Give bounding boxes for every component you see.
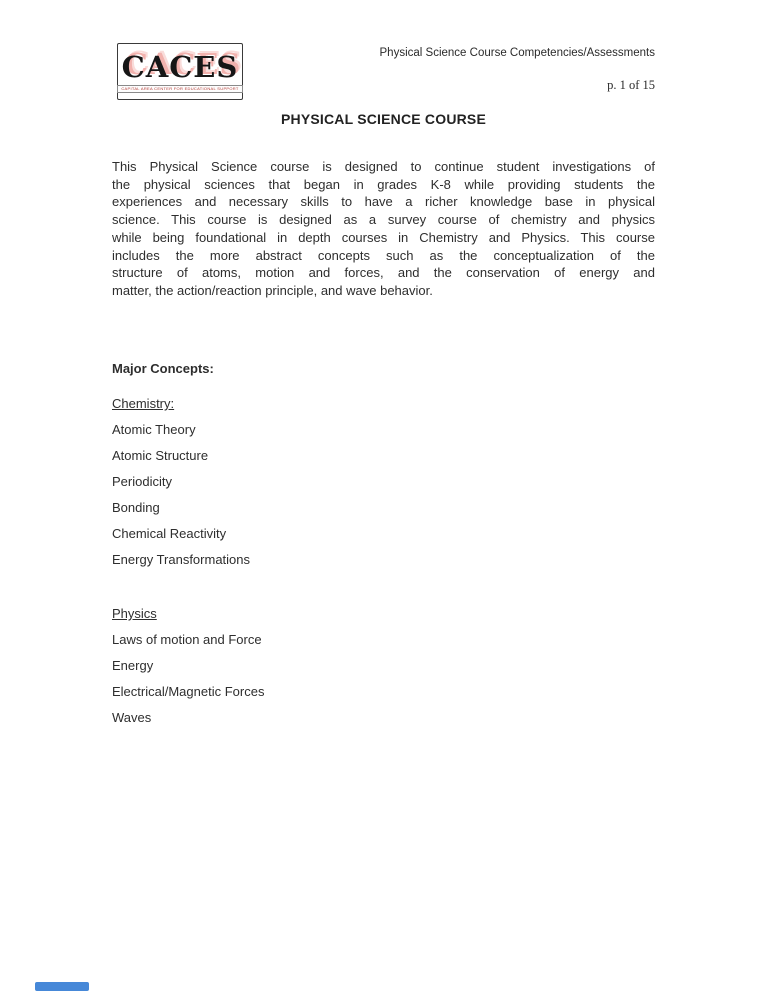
paragraph-line: This Physical Science course is designed to continue student investigations of [112,159,655,174]
chemistry-list [112,421,655,577]
physics-heading: Physics [112,606,157,621]
physics-list-item: Electrical/Magnetic Forces [112,684,265,699]
paragraph-line: the physical sciences that began in grades K-8 while providing students the [112,176,655,192]
physics-list-item: Laws of motion and Force [112,632,262,647]
paragraph-line: structure of atoms, motion and forces, and the conservation of energy and [112,265,655,281]
caces-logo-tagline: CAPITAL AREA CENTER FOR EDUCATIONAL SUPPORT [117,85,242,93]
paragraph-line: science. This course is designed as a survey course of chemistry and physics [112,212,655,228]
chemistry-list-item: Atomic Structure [112,448,209,463]
paragraph-line: experiences and necessary skills to have a richer knowledge base in physical [112,194,655,210]
page-header [380,47,655,93]
chemistry-list-item: Energy Transformations [112,552,251,567]
physics-block [112,605,655,735]
header-doc-type: Physical Science Course Competencies/Assessments [379,47,655,59]
scroll-progress-bar[interactable] [35,982,89,991]
page-number: p. 1 of 15 [607,78,655,92]
paragraph-line: includes the more abstract concepts such as the conceptualization of the [112,247,655,263]
physics-list-item: Waves [112,710,152,725]
physics-list-item: Energy [112,658,154,673]
chemistry-block [112,395,655,577]
major-concepts-section [112,360,655,735]
major-concepts-heading: Major Concepts: [112,361,214,376]
intro-paragraph [112,158,655,300]
caces-logo-text: CACES [121,49,239,84]
chemistry-heading: Chemistry: [112,396,175,411]
document-title: PHYSICAL SCIENCE COURSE [280,111,487,127]
physics-list [112,631,655,735]
chemistry-list-item: Bonding [112,500,160,515]
chemistry-list-item: Chemical Reactivity [112,526,227,541]
paragraph-line: while being foundational in depth courses in Chemistry and Physics. This course [112,229,655,245]
paragraph-line: matter, the action/reaction principle, and wave behavior. [112,282,433,298]
chemistry-list-item: Periodicity [112,474,172,489]
chemistry-list-item: Atomic Theory [112,422,196,437]
caces-logo [117,43,243,100]
